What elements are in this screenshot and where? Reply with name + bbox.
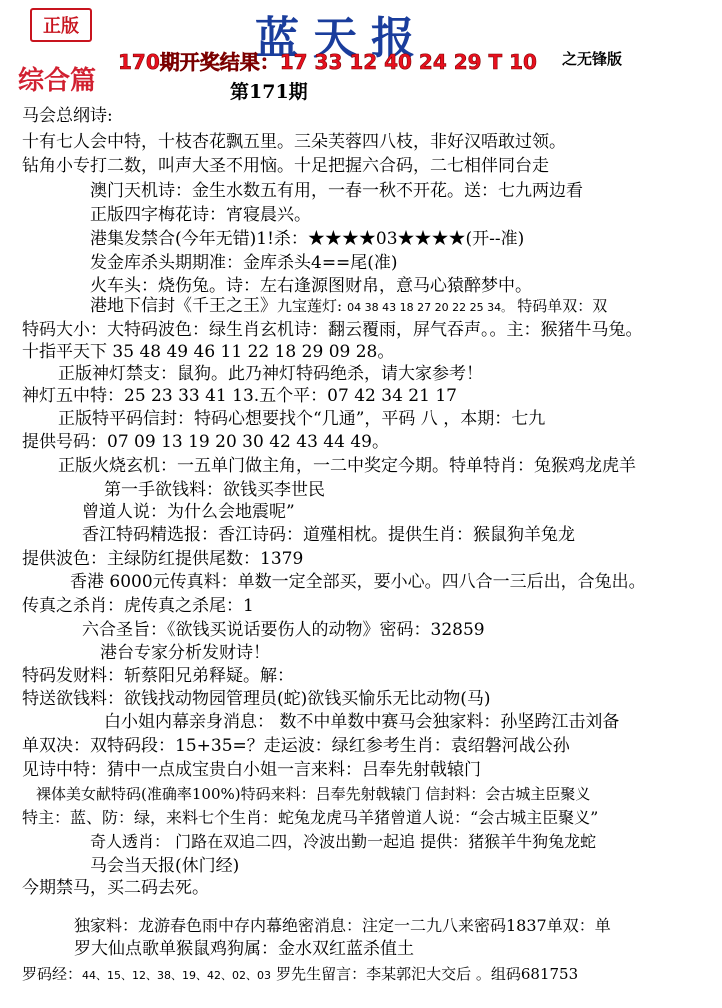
badge-stamp: 正版 (30, 8, 92, 42)
line-32: 奇人透肖： 门路在双追二四，冷波出勤一起追 提供：猪猴羊牛狗兔龙蛇 (90, 832, 597, 851)
line-07: 发金库杀头期期准：金库杀头4==尾(准) (90, 253, 398, 273)
line-04: 澳门天机诗：金生水数五有用，一春一秋不开花。送：七九两边看 (90, 181, 583, 201)
line-23: 六合圣旨：《欲钱买说话要伤人的动物》密码：32859 (82, 620, 485, 640)
line-30: 裸体美女献特码(准确率100%)特码来料：吕奉先射戟辕门 信封料：会古城主臣聚义 (36, 785, 591, 803)
edition-label: 之无锋版 (562, 50, 623, 68)
line-21: 香港 6000元传真料：单数一定全部买，要小心。四八合一三后出，合兔出。 (70, 572, 646, 592)
line-08: 火车头：烧伤兔。诗：左右逢源图财帛，意马心猿醉梦中。 (90, 276, 532, 296)
line-27: 白小姐内幕亲身消息： 数不中单数中赛马会独家料：孙坚跨江击刘备 (104, 712, 620, 732)
line-31: 特主：蓝、防：绿，来料七个生肖：蛇兔龙虎马羊猪曾道人说：“会古城主臣聚义” (22, 808, 599, 827)
section-title: 综合篇 (18, 66, 97, 96)
line-10: 特码大小：大特码波色：绿生肖玄机诗：翻云覆雨，屏气吞声。。主：猴猪牛马兔。 (22, 320, 643, 340)
line-29: 见诗中特：猜中一点成宝贵白小姐一言来料：吕奉先射戟辕门 (22, 760, 481, 780)
line-03: 钻角小专打二数，叫声大圣不用恼。十足把握六合码，二七相伴同台走 (22, 156, 549, 176)
line-35: 独家料：龙游春色雨中存内幕绝密消息：注定一二九八来密码1837单双：单 (74, 916, 611, 935)
line-06: 港集发禁合(今年无错)1!杀：★★★★03★★★★(开--准) (90, 229, 525, 249)
line-13: 神灯五中特：25 23 33 41 13.五个平：07 42 34 21 17 (22, 386, 457, 406)
line-09-lamp: 九宝莲灯: (277, 297, 343, 315)
line-37-numbers: 44、15、12、38、19、42、02、03 (82, 969, 271, 982)
line-34: 今期禁马，买二码去死。 (22, 878, 209, 898)
line-09-label: 港地下信封《千王之王》 (90, 296, 277, 316)
line-02: 十有七人会中特，十枝杏花飘五里。三朵芙蓉四八枝，非好汉唔敢过领。 (22, 132, 566, 152)
line-15: 提供号码：07 09 13 19 20 30 42 43 44 49。 (22, 432, 389, 452)
issue-number: 第171期 (230, 81, 308, 103)
line-37-label: 罗码经： (22, 965, 83, 983)
line-20: 提供波色：主绿防红提供尾数：1379 (22, 549, 304, 569)
line-09-numbers: 04 38 43 18 27 20 22 25 34。 (347, 301, 513, 314)
line-19: 香江特码精选报：香江诗码：道殣相枕。提供生肖：猴鼠狗羊兔龙 (82, 525, 575, 545)
line-37-message: 罗先生留言：李某郭汜大交后 。组码681753 (276, 965, 579, 983)
draw-results: 170期开奖结果：17 33 12 40 24 29 T 10 (118, 50, 537, 74)
line-36: 罗大仙点歌单猴鼠鸡狗属：金水双红蓝杀值土 (74, 939, 414, 959)
line-14: 正版特平码信封：特码心想要找个“几通”，平码 八 ，本期：七九 (58, 409, 546, 429)
line-05: 正版四字梅花诗：宵寝晨兴。 (90, 205, 311, 225)
line-37 (22, 964, 578, 984)
line-24: 港台专家分析发财诗！ (100, 643, 270, 663)
line-01: 马会总纲诗: (22, 106, 113, 126)
line-18: 曾道人说：为什么会地震呢” (82, 502, 295, 522)
line-28: 单双决：双特码段：15+35=？走运波：绿红参考生肖：袁绍磐河战公孙 (22, 736, 570, 756)
line-22: 传真之杀肖：虎传真之杀尾：1 (22, 596, 254, 616)
line-26: 特送欲钱料：欲钱找动物园管理员(蛇)欲钱买愉乐无比动物(马) (22, 689, 491, 709)
line-16: 正版火烧玄机：一五单门做主角，一二中奖定今期。特单特肖：兔猴鸡龙虎羊 (58, 456, 636, 476)
line-09 (90, 296, 607, 316)
newspaper-title: 蓝天报 (255, 13, 429, 64)
line-09-oddeven: 特码单双：双 (517, 297, 608, 315)
line-17: 第一手欲钱料：欲钱买李世民 (104, 480, 325, 500)
line-33: 马会当天报(休门经) (90, 856, 240, 876)
line-12: 正版神灯禁支：鼠狗。此乃神灯特码绝杀，请大家参考！ (58, 364, 483, 384)
line-25: 特码发财料：斩蔡阳兄弟释疑。解： (22, 666, 294, 686)
line-11: 十指平天下 35 48 49 46 11 22 18 29 09 28。 (22, 342, 395, 362)
